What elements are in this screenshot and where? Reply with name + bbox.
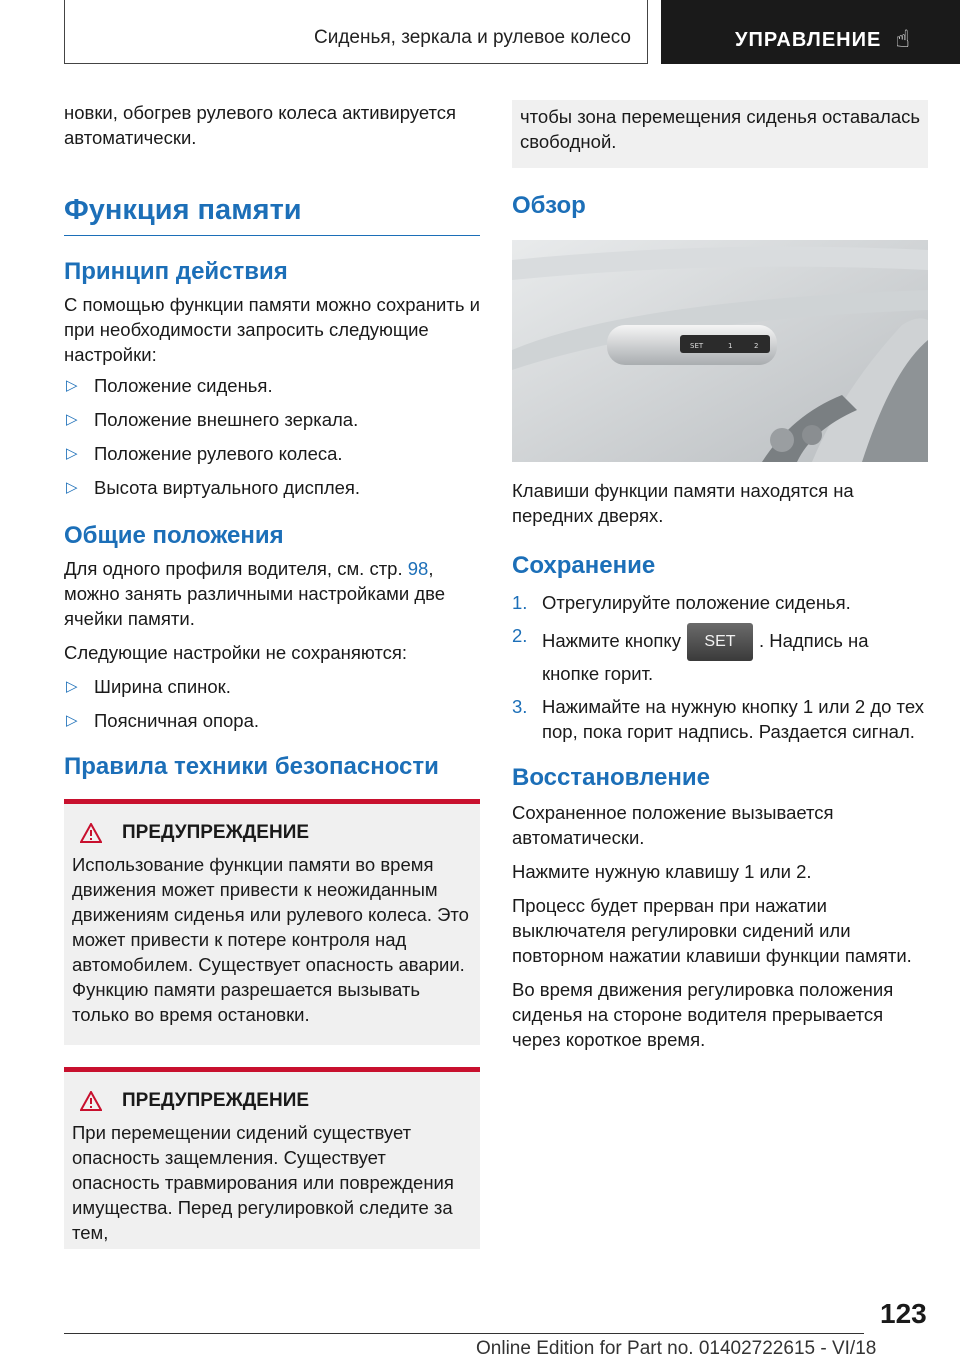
footer-divider [64,1333,864,1334]
warning-text: Использование функции памяти во время движения может привести к неожиданным движениям сиденья или рулевого колеса. Это может привести к потере контроля над автомобилем. Существует опасность аварии. Функцию памяти разрешается вызывать только во время остановки. [72,854,469,1025]
overview-title: Обзор [512,192,586,219]
chapter-title: Сиденья, зеркала и рулевое колесо [314,27,631,48]
triangle-bullet-icon: ▷ [66,479,78,496]
warning-box-2 [64,1067,480,1249]
warning-box [64,799,480,1045]
warning-triangle-icon [80,823,102,843]
page-link[interactable]: 98 [407,558,429,579]
step-item: 3. Нажимайте на нужную кнопку 1 или 2 до тех пор, пока горит надпись. Раздается сигнал. [512,696,924,742]
safety-title: Правила техники безопасности [64,753,439,780]
list-item: ▷ Ширина спинок. [66,676,231,697]
restore-text-4: Во время движения регулировка положения сиденья на стороне водителя прерывается через короткое время. [512,979,894,1050]
right-column [512,100,928,1052]
list-item: ▷ Поясничная опора. [66,710,260,731]
set-button-icon: SET [687,623,753,661]
door-panel-image [512,240,928,462]
restore-title: Восстановление [512,764,710,791]
warning-continuation [512,100,928,168]
triangle-bullet-icon: ▷ [66,377,78,394]
principle-text: С помощью функции памяти можно сохранить и при необходимости запросить следующие настройки: [64,294,480,365]
list-item: ▷ Положение сиденья. [66,375,273,396]
intro-text: новки, обогрев рулевого колеса активируется автоматически. [64,102,457,148]
warning-continued-text: чтобы зона перемещения сиденья оставалась свободной. [520,106,920,152]
overview-text: Клавиши функции памяти находятся на передних дверях. [512,480,854,526]
save-title: Сохранение [512,552,656,579]
warning-triangle-icon [80,1091,102,1111]
triangle-bullet-icon: ▷ [66,445,78,462]
not-saved-list [64,674,480,733]
section-title: УПРАВЛЕНИЕ [735,29,882,51]
memory-function-title: Функция памяти [64,194,480,236]
list-item: ▷ Положение внешнего зеркала. [66,409,359,430]
general-title: Общие положения [64,522,284,549]
warning-title: ПРЕДУПРЕЖДЕНИЕ [72,822,472,844]
restore-text-2: Нажмите нужную клавишу 1 или 2. [512,861,812,882]
list-item: ▷ Положение рулевого колеса. [66,443,343,464]
principle-title: Принцип действия [64,258,288,285]
image-button-label: SET [690,342,704,350]
chapter-header [64,0,648,64]
triangle-bullet-icon: ▷ [66,712,78,729]
section-header [661,0,960,64]
principle-list [64,373,480,500]
left-column [64,100,480,1249]
warning-text: При перемещении сидений существует опасность защемления. Существует опасность травмирования или повреждения имущества. Перед регулировкой следите за тем, [72,1122,454,1243]
triangle-bullet-icon: ▷ [66,678,78,695]
image-button-label: 2 [754,342,759,350]
step-item: 1. Отрегулируйте положение сиденья. [512,592,851,613]
restore-text-1: Сохраненное положение вызывается автоматически. [512,802,834,848]
step-item: 2. Нажмите кнопку SET . Надпись на кнопке горит. [512,625,869,684]
warning-title: ПРЕДУПРЕЖДЕНИЕ [72,1090,472,1112]
list-item: ▷ Высота виртуального дисплея. [66,477,361,498]
image-button-label: 1 [728,342,733,350]
general-text: Для одного профиля водителя, см. стр. 98, можно занять различными настройками две ячейки памяти. [64,558,446,629]
restore-text-3: Процесс будет прерван при нажатии выключателя регулировки сидений или повторном нажатии клавиши функции памяти. [512,895,912,966]
not-saved-text: Следующие настройки не сохраняются: [64,642,408,663]
page-number: 123 [880,1298,927,1329]
edition-text: Online Edition for Part no. 01402722615 - VI/18 [476,1338,877,1359]
save-steps [512,590,928,744]
hand-pointer-icon: ☝ [895,26,911,53]
triangle-bullet-icon: ▷ [66,411,78,428]
